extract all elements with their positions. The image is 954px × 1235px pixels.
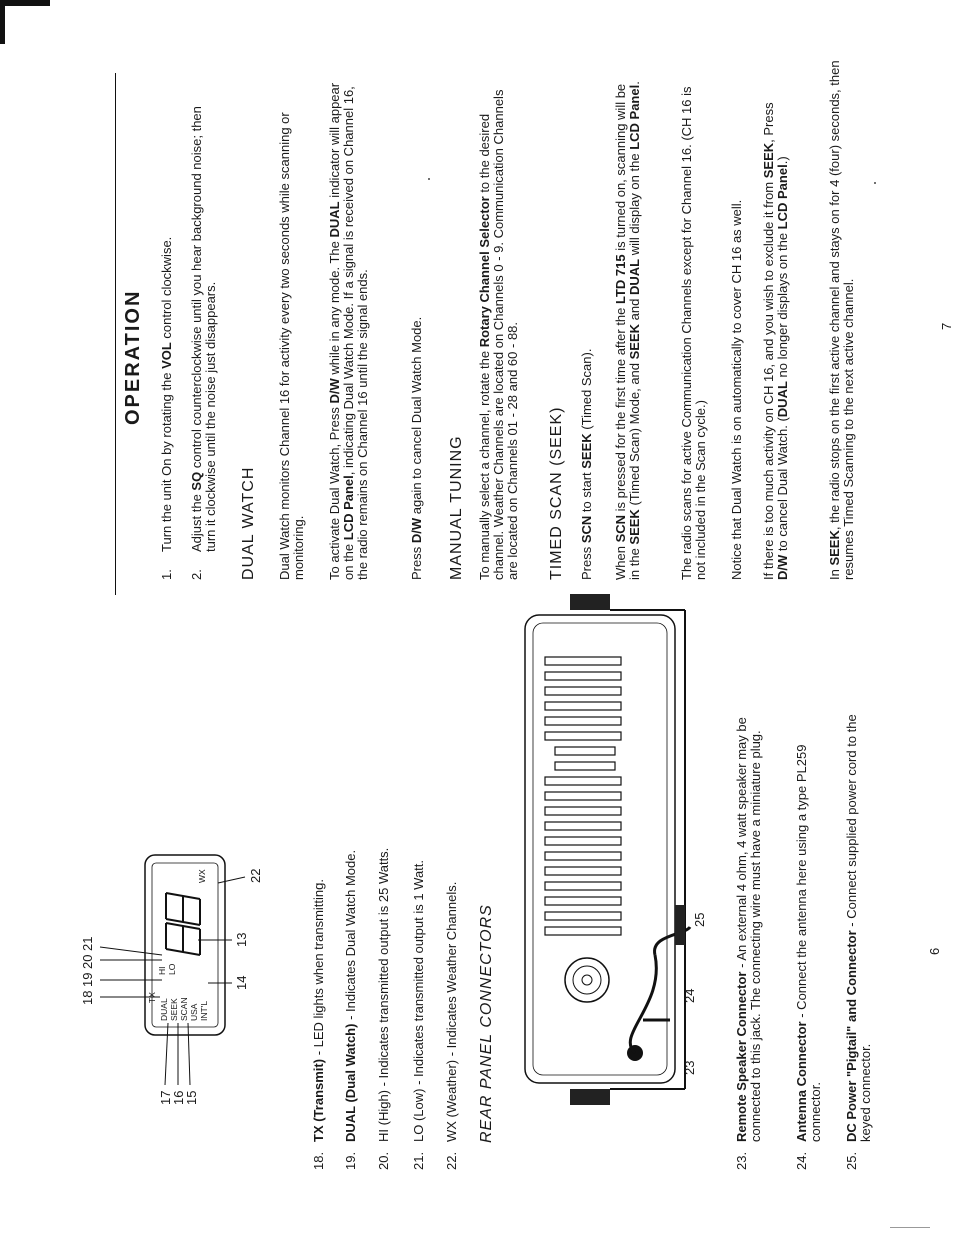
timed-scan-start	[580, 110, 594, 580]
lcd-label-tx: TX	[147, 992, 157, 1003]
text-run: indicator will appear on the	[327, 82, 356, 580]
item-description: - LED lights when transmitting.	[311, 879, 326, 1059]
text-run: will display on the	[627, 149, 642, 259]
item-term: TX (Transmit)	[311, 1058, 326, 1142]
text-run: To manually select a channel, rotate the	[477, 347, 492, 580]
control-name: DUAL	[327, 201, 342, 238]
callout-14: 14	[234, 975, 249, 990]
list-item-20	[377, 750, 393, 1170]
text-run: , Press	[761, 102, 776, 143]
callout-18: 18	[80, 990, 95, 1005]
text-run: to start	[579, 468, 594, 516]
text-run: no longer displays on the	[775, 229, 790, 382]
item-term: Remote Speaker Connector	[734, 971, 749, 1142]
lcd-label-seek: SEEK	[169, 998, 179, 1021]
item-description: HI (High) - Indicates transmitted output is 25 Watts.	[376, 847, 391, 1142]
callout-16: 16	[171, 1090, 186, 1105]
text-run: is turned on, scanning will be in the	[613, 83, 642, 580]
timed-scan-heading: TIMED SCAN (SEEK)	[548, 406, 565, 580]
manual-tuning-text	[478, 80, 520, 580]
text-run: (Timed Scan).	[579, 348, 594, 434]
step-2	[190, 100, 220, 580]
lcd-label-wx: WX	[197, 869, 207, 883]
item-description: LO (Low) - Indicates transmitted output is 1 Watt.	[411, 859, 426, 1142]
text-run: to cancel Dual Watch. (	[775, 417, 790, 555]
list-item-22	[445, 750, 461, 1170]
dual-watch-heading: DUAL WATCH	[240, 466, 257, 580]
control-name: D/W	[327, 378, 342, 404]
page-number-6: 6	[927, 947, 942, 955]
page-title: OPERATION	[122, 289, 144, 425]
text-run: In	[827, 565, 842, 580]
control-name: Rotary Channel Selector	[477, 196, 492, 348]
model-name: LTD 715	[613, 254, 628, 304]
list-item-18	[312, 770, 328, 1170]
text-run: Press	[579, 543, 594, 580]
title-rule	[115, 73, 116, 595]
text-run: .	[627, 81, 642, 85]
item-description: WX (Weather) - Indicates Weather Channels.	[444, 881, 459, 1142]
control-name: D/W	[775, 554, 790, 580]
text-run: to the desired channel. Weather Channels are located on Channels 0 - 9. Communication Channels are located on Channels 01 - 28 and 60 - 88.	[477, 89, 520, 580]
control-name: SEEK	[627, 323, 642, 360]
text-run: If there is too much activity on CH 16, and you wish to exclude it from	[761, 178, 776, 580]
text-run: is pressed for the first time after the	[613, 303, 628, 515]
control-name: DUAL	[775, 381, 790, 418]
callout-17: 17	[158, 1090, 173, 1105]
control-name: D/W	[409, 517, 424, 544]
control-name: LCD Panel	[627, 84, 642, 150]
rear-panel-drawing	[515, 585, 700, 1105]
callout-13: 13	[234, 932, 249, 947]
rear-panel-heading: REAR PANEL CONNECTORS	[478, 904, 495, 1143]
control-name: SQ	[189, 471, 204, 491]
callout-19: 19	[80, 972, 95, 987]
text-run: again to cancel Dual Watch Mode.	[409, 316, 424, 518]
callout-22: 22	[248, 868, 263, 883]
dual-watch-intro: Dual Watch monitors Channel 16 for activity every two seconds while scanning or monitoring.	[277, 112, 306, 580]
text-run: control counterclockwise until you hear background noise; then turn it clockwise until the noise just disappears.	[189, 106, 218, 552]
control-name: SEEK	[627, 509, 642, 545]
text-run: control clockwise.	[159, 236, 174, 343]
text-run: Press	[409, 543, 424, 580]
callout-20: 20	[80, 954, 95, 969]
control-name: SEEK	[761, 142, 776, 179]
item-number: 20.	[376, 1151, 391, 1170]
dual-watch-cancel	[410, 110, 424, 580]
text-run: .)	[775, 156, 790, 165]
control-name: LCD Panel	[341, 475, 356, 541]
text-run: Adjust the	[189, 490, 204, 552]
text-run: , indicating Dual Watch Mode. If a signal is received on Channel 16, the radio remains on Channel 16 until the signal ends.	[341, 86, 370, 580]
item-number: 22.	[444, 1151, 459, 1170]
lcd-label-usa: USA	[189, 1003, 199, 1021]
item-description: - Connect supplied power cord to the keyed connector.	[844, 714, 873, 1142]
list-item-25	[845, 690, 875, 1170]
page-number-7: 7	[939, 322, 954, 330]
text-run: and	[627, 295, 642, 324]
callout-23: 23	[682, 1060, 697, 1075]
timed-scan-channels: The radio scans for active Communication Channels except for Channel 16. (CH 16 is not included in the Scan cycle.)	[679, 86, 708, 580]
text-run: Turn the unit On by rotating the	[159, 368, 174, 552]
item-number: 18.	[311, 1151, 326, 1170]
text-run: To activate Dual Watch, Press	[327, 403, 342, 580]
item-description: - Connect the antenna here using a type PL259 connector.	[794, 744, 823, 1142]
lcd-label-intl: INT'L	[199, 1000, 209, 1021]
lcd-label-lo: LO	[167, 963, 177, 975]
text-run: (Timed Scan) Mode, and	[627, 359, 642, 510]
callout-15: 15	[184, 1090, 199, 1105]
text-run: , the radio stops on the first active channel and stays on for 4 (four) seconds, then resumes Timed Scanning to the next active channel.	[827, 60, 856, 580]
callout-21: 21	[80, 936, 95, 951]
control-name: DUAL	[627, 258, 642, 296]
item-number: 24.	[794, 1151, 809, 1170]
item-term: DUAL (Dual Watch)	[343, 1023, 358, 1142]
list-item-23	[735, 690, 779, 1170]
dual-watch-activate	[328, 75, 370, 580]
callout-24: 24	[682, 988, 697, 1003]
lcd-label-scan: SCAN	[179, 997, 189, 1021]
text-run: while in any mode. The	[327, 237, 342, 379]
item-term: DC Power "Pigtail" and Connector	[844, 930, 859, 1142]
step-number: 2.	[189, 569, 204, 580]
control-name: VOL	[159, 342, 174, 369]
control-name: SCN	[579, 515, 594, 544]
item-number: 23.	[734, 1151, 749, 1170]
lcd-diagram	[70, 815, 270, 1145]
item-number: 21.	[411, 1151, 426, 1170]
timed-scan-dual-note: Notice that Dual Watch is on automatically to cover CH 16 as well.	[729, 199, 744, 580]
step-number: 1.	[159, 569, 174, 580]
item-number: 19.	[343, 1151, 358, 1170]
step-1	[160, 110, 176, 580]
item-description: - Indicates Dual Watch Mode.	[343, 849, 358, 1024]
lcd-label-dual: DUAL	[159, 998, 169, 1021]
callout-25: 25	[692, 912, 707, 927]
timed-scan-resume	[828, 60, 856, 580]
timed-scan-exclude	[762, 80, 790, 580]
control-name: LCD Panel	[775, 164, 790, 230]
list-item-24	[795, 690, 825, 1170]
rear-panel-illustration	[515, 585, 700, 1105]
list-item-21	[412, 750, 428, 1170]
item-description: - An external 4 ohm, 4 watt speaker may be connected to this jack. The connecting wire must have a miniature plug.	[734, 717, 763, 1142]
text-run: When	[613, 542, 628, 580]
lcd-label-hi: HI	[157, 966, 167, 975]
manual-tuning-heading: MANUAL TUNING	[448, 435, 465, 580]
timed-scan-mode	[614, 80, 642, 580]
list-item-19	[344, 770, 360, 1170]
control-name: SEEK	[827, 530, 842, 566]
item-number: 25.	[844, 1151, 859, 1170]
control-name: SCN	[613, 514, 628, 543]
control-name: SEEK	[579, 433, 594, 469]
item-term: Antenna Connector	[794, 1021, 809, 1142]
